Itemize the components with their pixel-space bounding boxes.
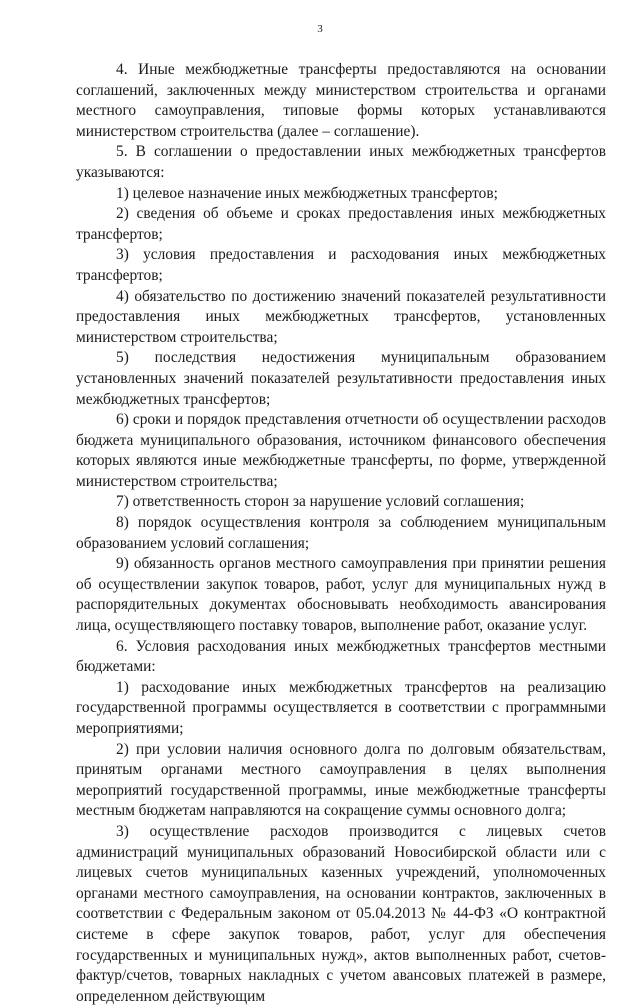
list-item-5-7: 7) ответственность сторон за нарушение условий соглашения; bbox=[116, 493, 525, 511]
list-item-5-8: 8) порядок осуществления контроля за соблюдением муниципальным образованием условий соглашения; bbox=[76, 514, 606, 552]
list-item-6-1: 1) расходование иных межбюджетных трансфертов на реализацию государственной программы осуществляется в соответствии с программными мероприятиями; bbox=[76, 678, 606, 737]
paragraph-4: 4. Иные межбюджетные трансферты предоставляются на основании соглашений, заключенных между министерством строительства и органами местного самоуправления, типовые формы которых устанавливаются министерством строительства (далее – соглашение). bbox=[76, 61, 606, 140]
document-body bbox=[76, 60, 606, 1007]
list-item-5-4: 4) обязательство по достижению значений показателей результативности предоставления иных межбюджетных трансфертов, установленных министерством строительства; bbox=[76, 287, 606, 346]
paragraph-5: 5. В соглашении о предоставлении иных межбюджетных трансфертов указываются: bbox=[76, 143, 606, 181]
list-item-5-3: 3) условия предоставления и расходования иных межбюджетных трансфертов; bbox=[76, 246, 606, 284]
page-number: 3 bbox=[317, 23, 323, 35]
list-item-5-6: 6) сроки и порядок представления отчетности об осуществлении расходов бюджета муниципального образования, источником финансового обеспечения которых являются иные межбюджетные трансферты, по форме, утвержденной министерством строительства; bbox=[76, 411, 606, 490]
list-item-5-2: 2) сведения об объеме и сроках предоставления иных межбюджетных трансфертов; bbox=[76, 205, 606, 243]
list-item-6-2: 2) при условии наличия основного долга по долговым обязательствам, принятым органами местного самоуправления в целях выполнения мероприятий государственной программы, иные межбюджетные трансферты местным бюджетам направляются на сокращение суммы основного долга; bbox=[76, 740, 606, 820]
list-item-5-1: 1) целевое назначение иных межбюджетных трансфертов; bbox=[116, 184, 498, 202]
paragraph-6: 6. Условия расходования иных межбюджетных трансфертов местными бюджетами: bbox=[76, 637, 606, 676]
list-item-6-3: 3) осуществление расходов производится с лицевых счетов администраций муниципальных образований Новосибирской области или с лицевых счетов муниципальных казенных учреждений, уполномоченных органами местного самоуправления, на основании контрактов, заключенных в соответствии с Федеральным законом от 05.04.2013 № 44-ФЗ «О контрактной системе в сфере закупок товаров, работ, услуг для обеспечения государственных и муниципальных нужд», актов выполненных работ, счетов-фактур/счетов, товарных накладных с учетом авансовых платежей в размере, определенном действующим bbox=[76, 822, 606, 1005]
list-item-5-9: 9) обязанность органов местного самоуправления при принятии решения об осуществлении закупок товаров, работ, услуг для муниципальных нужд в распорядительных документах обосновывать необходимость авансирования лица, осуществляющего поставку товаров, выполнение работ, оказание услуг. bbox=[76, 555, 606, 635]
list-item-5-5: 5) последствия недостижения муниципальным образованием установленных значений показателей результативности предоставления иных межбюджетных трансфертов; bbox=[76, 349, 606, 408]
